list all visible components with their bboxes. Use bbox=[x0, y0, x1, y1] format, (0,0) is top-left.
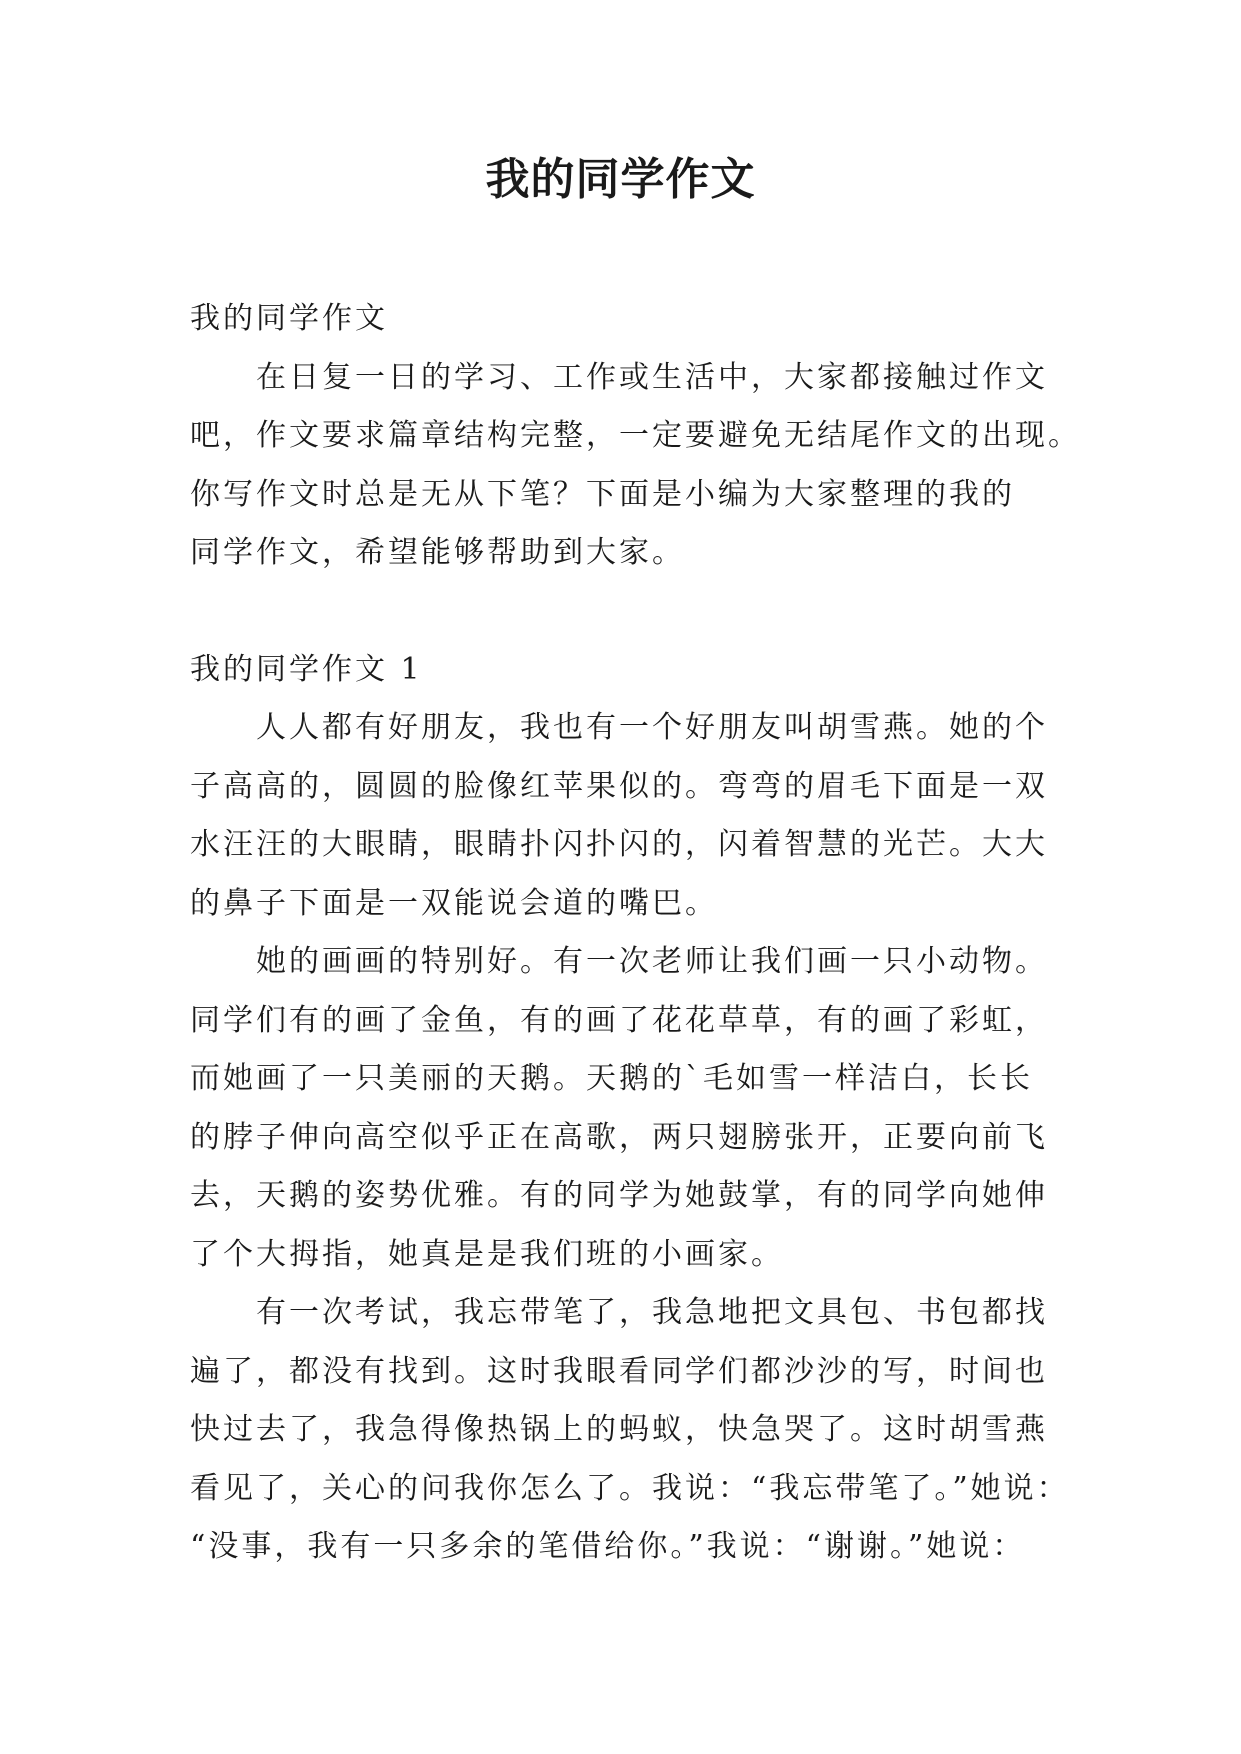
essay1-heading: 我的同学作文 1 bbox=[190, 651, 423, 687]
para2-line: 而她画了一只美丽的天鹅。天鹅的`毛如雪一样洁白，长长 bbox=[190, 1061, 1033, 1096]
para3-line: 快过去了，我急得像热锅上的蚂蚁，快急哭了。这时胡雪燕 bbox=[190, 1412, 1048, 1447]
intro-line: 在日复一日的学习、工作或生活中，大家都接触过作文 bbox=[256, 359, 1048, 395]
intro-heading: 我的同学作文 bbox=[190, 301, 388, 336]
section-spacer bbox=[190, 583, 1070, 641]
para2-line: 了个大拇指，她真是是我们班的小画家。 bbox=[190, 1236, 784, 1272]
document-title: 我的同学作文 bbox=[485, 154, 756, 205]
para1-line: 子高高的，圆圆的脸像红苹果似的。弯弯的眉毛下面是一双 bbox=[190, 768, 1048, 804]
para3-line: “没事，我有一只多余的笔借给你。”我说：“谢谢。”她说： bbox=[190, 1529, 1026, 1564]
para2-line: 的脖子伸向高空似乎正在高歌，两只翅膀张开，正要向前飞 bbox=[190, 1119, 1048, 1155]
para2-line: 她的画画的特别好。有一次老师让我们画一只小动物。 bbox=[256, 944, 1048, 979]
para2-line: 去，天鹅的姿势优雅。有的同学为她鼓掌，有的同学向她伸 bbox=[190, 1178, 1048, 1213]
para3-line: 有一次考试，我忘带笔了，我急地把文具包、书包都找 bbox=[256, 1295, 1048, 1330]
para2-line: 同学们有的画了金鱼，有的画了花花草草，有的画了彩虹， bbox=[190, 1002, 1048, 1038]
para3-line: 遍了，都没有找到。这时我眼看同学们都沙沙的写，时间也 bbox=[190, 1353, 1048, 1389]
document-body bbox=[190, 290, 1081, 1577]
para3-line: 看见了，关心的问我你怎么了。我说：“我忘带笔了。”她说： bbox=[190, 1470, 1070, 1506]
intro-line: 你写作文时总是无从下笔？下面是小编为大家整理的我的 bbox=[190, 476, 1015, 512]
intro-line: 同学作文，希望能够帮助到大家。 bbox=[190, 535, 685, 570]
para1-line: 人人都有好朋友，我也有一个好朋友叫胡雪燕。她的个 bbox=[256, 710, 1048, 745]
intro-line: 吧，作文要求篇章结构完整，一定要避免无结尾作文的出现。 bbox=[190, 418, 1081, 453]
para1-line: 水汪汪的大眼睛，眼睛扑闪扑闪的，闪着智慧的光芒。大大 bbox=[190, 827, 1048, 862]
para1-line: 的鼻子下面是一双能说会道的嘴巴。 bbox=[190, 885, 718, 921]
